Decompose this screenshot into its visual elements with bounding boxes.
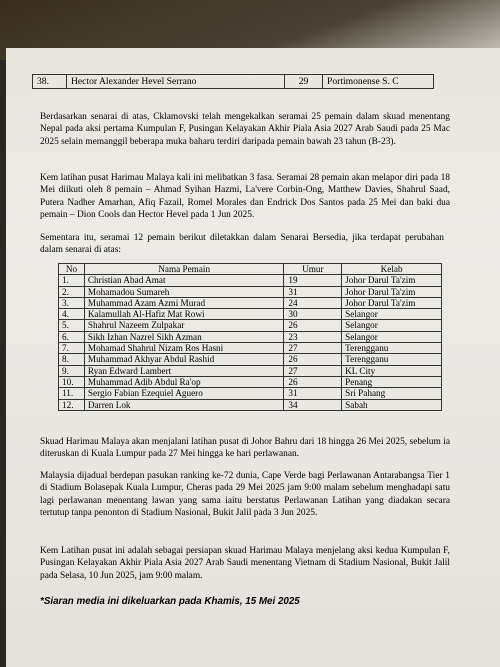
cell-club: Selangor <box>342 309 442 320</box>
table-row <box>59 286 442 297</box>
header-age: Umur <box>284 264 342 275</box>
cell-age: 19 <box>284 275 342 286</box>
table-row <box>59 354 442 365</box>
cell-name: Hector Alexander Hevel Serrano <box>67 75 285 89</box>
cell-club: Johor Darul Ta'zim <box>342 275 442 286</box>
cell-club: Sabah <box>342 399 442 410</box>
cell-age: 30 <box>284 309 342 320</box>
cell-age: 26 <box>284 354 342 365</box>
table-row <box>59 388 442 399</box>
table-row <box>59 399 442 410</box>
header-club: Kelab <box>342 264 442 275</box>
cell-club: Portimonense S. C <box>323 75 434 89</box>
cell-club: Johor Darul Ta'zim <box>342 286 442 297</box>
press-release-note: *Siaran media ini dikeluarkan pada Khamis, 15 Mei 2025 <box>40 596 300 607</box>
table-row <box>59 309 442 320</box>
cell-club: KL City <box>342 365 442 376</box>
standby-list-table <box>58 263 442 411</box>
table-row <box>33 75 434 89</box>
cell-club: Selangor <box>342 331 442 342</box>
cell-club: Penang <box>342 376 442 387</box>
table-row <box>59 320 442 331</box>
cell-age: 27 <box>284 343 342 354</box>
table-row <box>59 343 442 354</box>
cell-age: 27 <box>284 365 342 376</box>
table-row <box>59 365 442 376</box>
cell-name: Sergio Fabian Ezequiel Aguero <box>84 388 284 399</box>
cell-age: 26 <box>284 320 342 331</box>
cell-no: 10. <box>59 376 85 387</box>
cell-age: 31 <box>284 286 342 297</box>
paragraph-camp-phases: Kem latihan pusat Harimau Malaya kali ini melibatkan 3 fasa. Seramai 28 pemain akan melapor diri pada 18 Mei diikuti oleh 8 pemain – Ahmad Syihan Hazmi, La'vere Corbin-Ong, Matthew Davies, Shahrul Saad, Putera Nadher Amarhan, Afiq Fazail, Romel Morales dan Endrick Dos Santos pada 25 Mei dan baki dua pemain – Dion Cools dan Hector Hevel pada 1 Jun 2025. <box>40 173 450 221</box>
paragraph-standby-intro: Sementara itu, seramai 12 pemain berikut diletakkan dalam Senarai Bersedia, jika terdapat perubahan dalam senarai di atas: <box>40 233 444 256</box>
paragraph-training-location: Skuad Harimau Malaya akan menjalani latihan pusat di Johor Bahru dari 18 hingga 26 Mei 2025, sebelum ia diteruskan di Kuala Lumpur pada 27 Mei hingga ke hari perlawanan. <box>40 437 450 460</box>
cell-name: Shahrul Nazeem Zulpakar <box>84 320 284 331</box>
cell-name: Muhammad Azam Azmi Murad <box>84 297 284 308</box>
cell-club: Terengganu <box>342 354 442 365</box>
cell-name: Kalamullah Al-Hafiz Mat Rowi <box>84 309 284 320</box>
cell-club: Selangor <box>342 320 442 331</box>
cell-no: 7. <box>59 343 85 354</box>
table-row <box>59 376 442 387</box>
table-row <box>59 331 442 342</box>
cell-club: Sri Pahang <box>342 388 442 399</box>
cell-name: Mohamad Shahrul Nizam Ros Hasni <box>84 343 284 354</box>
table-row <box>59 297 442 308</box>
cell-age: 23 <box>284 331 342 342</box>
cell-club: Johor Darul Ta'zim <box>342 297 442 308</box>
paragraph-friendly-matches: Malaysia dijadual berdepan pasukan ranking ke-72 dunia, Cape Verde bagi Perlawanan Antarabangsa Tier 1 di Stadium Bolasepak Kuala Lumpur, Cheras pada 29 Mei 2025 jam 9:00 malam sebelum menghadapi satu lagi perlawanan menentang lawan yang sama iaitu berstatus Perlawanan Latihan yang diadakan secara tertutup tanpa penonton di Stadium Nasional, Bukit Jalil pada 3 Jun 2025. <box>40 471 450 519</box>
cell-name: Muhammad Adib Abdul Ra'op <box>84 376 284 387</box>
cell-no: 3. <box>59 297 85 308</box>
cell-no: 6. <box>59 331 85 342</box>
cell-name: Sikh Izhan Nazrel Sikh Azman <box>84 331 284 342</box>
cell-age: 24 <box>284 297 342 308</box>
cell-age: 31 <box>284 388 342 399</box>
cell-name: Mohamadou Sumareh <box>84 286 284 297</box>
cell-age: 29 <box>285 75 323 89</box>
previous-table-last-row <box>32 74 434 89</box>
header-no: No <box>59 264 85 275</box>
table-header-row <box>59 264 442 275</box>
paragraph-squad-summary: Berdasarkan senarai di atas, Cklamovski telah mengekalkan seramai 25 pemain dalam skuad menentang Nepal pada aksi pertama Kumpulan F, Pusingan Kelayakan Akhir Piala Asia 2027 Arab Saudi pada 25 Mac 2025 selain memanggil beberapa muka baharu terdiri daripada pemain bawah 23 tahun (B-23). <box>40 112 450 147</box>
table-row <box>59 275 442 286</box>
paragraph-camp-purpose: Kem Latihan pusat ini adalah sebagai persiapan skuad Harimau Malaya menjelang aksi kedua Kumpulan F, Pusingan Kelayakan Akhir Piala Asia 2027 Arab Saudi menentang Vietnam di Stadium Nasional, Bukit Jalil pada Selasa, 10 Jun 2025, jam 9:00 malam. <box>40 546 450 581</box>
cell-no: 38. <box>33 75 67 89</box>
cell-name: Darren Lok <box>84 399 284 410</box>
cell-name: Christian Abad Amat <box>84 275 284 286</box>
cell-club: Terengganu <box>342 343 442 354</box>
cell-no: 12. <box>59 399 85 410</box>
cell-age: 26 <box>284 376 342 387</box>
cell-name: Muhammad Akhyar Abdul Rashid <box>84 354 284 365</box>
cell-no: 2. <box>59 286 85 297</box>
cell-no: 5. <box>59 320 85 331</box>
header-name: Nama Pemain <box>84 264 284 275</box>
cell-age: 34 <box>284 399 342 410</box>
cell-no: 8. <box>59 354 85 365</box>
cell-no: 9. <box>59 365 85 376</box>
cell-no: 11. <box>59 388 85 399</box>
cell-no: 1. <box>59 275 85 286</box>
cell-no: 4. <box>59 309 85 320</box>
cell-name: Ryan Edward Lambert <box>84 365 284 376</box>
